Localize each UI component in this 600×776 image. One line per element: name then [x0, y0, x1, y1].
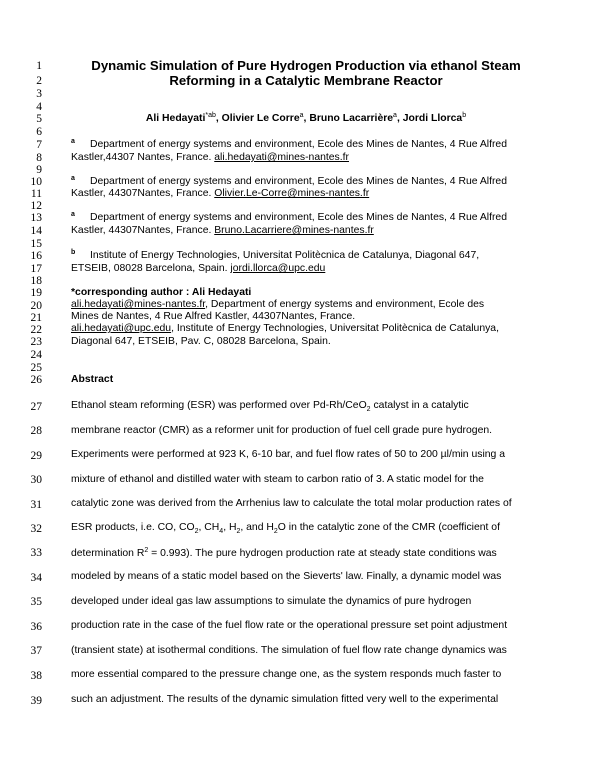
line-number: 10 — [30, 176, 42, 188]
subscript: 4 — [219, 528, 224, 536]
affiliation-address: Kastler,44307 Nantes, France. — [71, 152, 215, 163]
affiliation-line — [71, 262, 325, 275]
line-number: 11 — [30, 188, 42, 200]
line-number: 16 — [30, 250, 42, 262]
abstract-line — [71, 547, 497, 559]
line-number: 6 — [36, 126, 42, 138]
line-number: 9 — [36, 164, 42, 176]
line-number: 28 — [30, 425, 42, 437]
author-affiliation-mark: *ab — [205, 112, 216, 119]
abstract-line: (transient state) at isothermal conditions. The simulation of fuel flow rate change dynamics was — [71, 645, 507, 656]
line-number: 35 — [30, 596, 42, 608]
affiliation-address: Kastler, 44307Nantes, France. — [71, 188, 215, 199]
line-number: 31 — [30, 499, 42, 511]
affiliation-line: Institute of Energy Technologies, Universitat Politècnica de Catalunya, Diagonal 647, — [90, 250, 480, 261]
line-number: 7 — [36, 139, 42, 151]
text-run: Ethanol steam reforming (ESR) was performed over Pd-Rh/CeO — [71, 400, 367, 411]
line-number: 13 — [30, 212, 42, 224]
corresponding-author-label: *corresponding author : Ali Hedayati — [71, 287, 252, 298]
line-number: 34 — [30, 572, 42, 584]
affiliation-line: Department of energy systems and environment, Ecole des Mines de Nantes, 4 Rue Alfred — [90, 212, 507, 223]
email-link[interactable]: Bruno.Lacarriere@mines-nantes.fr — [214, 225, 374, 236]
line-number: 37 — [30, 645, 42, 657]
text-run: = 0.993). The pure hydrogen production rate at steady state conditions was — [148, 548, 497, 559]
corresponding-address: , Institute of Energy Technologies, Universitat Politècnica de Catalunya, — [171, 323, 499, 334]
author-separator: , — [396, 113, 403, 124]
abstract-line: modeled by means of a static model based on the Sieverts' law. Finally, a dynamic model was — [71, 571, 502, 582]
line-number: 5 — [36, 113, 42, 125]
line-number: 26 — [30, 374, 42, 386]
line-number: 22 — [30, 324, 42, 336]
text-run: catalyst in a catalytic — [370, 400, 469, 411]
line-number: 29 — [30, 450, 42, 462]
author-name: Olivier Le Corre — [221, 113, 300, 124]
line-number: 23 — [30, 336, 42, 348]
paper-title-line1: Dynamic Simulation of Pure Hydrogen Production via ethanol Steam — [91, 58, 521, 73]
line-number: 39 — [30, 695, 42, 707]
line-number: 4 — [36, 101, 42, 113]
abstract-line: Experiments were performed at 923 K, 6-10 bar, and fuel flow rates of 50 to 200 µl/min using a — [71, 449, 505, 460]
line-number: 30 — [30, 474, 42, 486]
line-number: 2 — [36, 75, 42, 87]
line-number: 20 — [30, 300, 42, 312]
abstract-line — [71, 400, 469, 413]
subscript: 2 — [194, 528, 199, 536]
corresponding-line — [71, 322, 499, 335]
text-run: , H — [223, 522, 237, 533]
author-affiliation-mark: b — [462, 112, 467, 119]
line-number: 38 — [30, 670, 42, 682]
corresponding-line: Mines de Nantes, 4 Rue Alfred Kastler, 44307Nantes, France. — [71, 311, 356, 322]
paper-title-line2: Reforming in a Catalytic Membrane Reactor — [169, 73, 443, 88]
superscript: 2 — [144, 547, 149, 554]
affiliation-line: Department of energy systems and environment, Ecole des Mines de Nantes, 4 Rue Alfred — [90, 139, 507, 150]
email-link[interactable]: ali.hedayati@mines-nantes.fr — [71, 299, 206, 310]
affiliation-address: Kastler, 44307Nantes, France. — [71, 225, 215, 236]
text-run: , and H — [240, 522, 274, 533]
author-separator: , — [303, 113, 310, 124]
corresponding-address: , Department of energy systems and environment, Ecole des — [205, 299, 485, 310]
line-number: 32 — [30, 523, 42, 535]
text-run: , CH — [198, 522, 220, 533]
author-name: Ali Hedayati — [145, 113, 206, 124]
author-affiliation-mark: a — [393, 112, 397, 119]
affiliation-address: ETSEIB, 08028 Barcelona, Spain. — [71, 263, 231, 274]
abstract-line: more essential compared to the pressure change one, as the system responds much faster to — [71, 669, 502, 680]
text-run: ESR products, i.e. CO, CO — [71, 522, 195, 533]
author-separator: , — [215, 113, 222, 124]
line-number: 25 — [30, 362, 42, 374]
affiliation-line — [71, 187, 369, 200]
subscript: 2 — [236, 528, 241, 536]
text-run: O in the catalytic zone of the CMR (coefficient of — [277, 522, 500, 533]
affiliation-line — [71, 224, 374, 237]
email-link[interactable]: jordi.llorca@upc.edu — [230, 263, 326, 274]
author-name: Jordi Llorca — [402, 113, 463, 124]
affiliation-mark: a — [71, 211, 75, 218]
line-number: 15 — [30, 238, 42, 250]
author-name: Bruno Lacarrière — [309, 113, 394, 124]
line-number: 18 — [30, 275, 42, 287]
affiliation-line — [71, 151, 349, 164]
abstract-line: developed under ideal gas law assumptions to simulate the dynamics of pure hydrogen — [71, 596, 472, 607]
affiliation-mark: a — [71, 175, 75, 182]
line-number: 21 — [30, 312, 42, 324]
abstract-line: such an adjustment. The results of the dynamic simulation fitted very well to the experimental — [71, 694, 499, 705]
abstract-line — [71, 522, 500, 535]
line-number: 3 — [36, 88, 42, 100]
email-link[interactable]: ali.hedayati@mines-nantes.fr — [214, 152, 349, 163]
affiliation-line: Department of energy systems and environment, Ecole des Mines de Nantes, 4 Rue Alfred — [90, 176, 507, 187]
abstract-heading: Abstract — [71, 374, 114, 385]
abstract-line: mixture of ethanol and distilled water with steam to carbon ratio of 3. A static model for the — [71, 474, 484, 485]
text-run: determination R — [71, 548, 145, 559]
email-link[interactable]: Olivier.Le-Corre@mines-nantes.fr — [214, 188, 370, 199]
line-number: 8 — [36, 152, 42, 164]
line-number: 24 — [30, 349, 42, 361]
subscript: 2 — [366, 406, 371, 414]
corresponding-line: Diagonal 647, ETSEIB, Pav. C, 08028 Barcelona, Spain. — [71, 336, 331, 347]
line-number: 17 — [30, 263, 42, 275]
author-list — [71, 112, 541, 124]
line-number: 27 — [30, 401, 42, 413]
subscript: 2 — [273, 528, 278, 536]
line-number: 36 — [30, 621, 42, 633]
line-number: 33 — [30, 547, 42, 559]
author-affiliation-mark: a — [299, 112, 304, 119]
line-number: 12 — [30, 200, 42, 212]
abstract-line: catalytic zone was derived from the Arrhenius law to calculate the total molar production rates of — [71, 498, 512, 509]
affiliation-mark: b — [71, 249, 76, 256]
line-number: 19 — [30, 287, 42, 299]
email-link[interactable]: ali.hedayati@upc.edu — [71, 323, 172, 334]
line-number: 1 — [36, 60, 42, 72]
affiliation-mark: a — [71, 138, 75, 145]
abstract-line: production rate in the case of the fuel flow rate or the operational pressure set point adjustment — [71, 620, 508, 631]
abstract-line: membrane reactor (CMR) as a reformer unit for production of fuel cell grade pure hydrogen. — [71, 425, 493, 436]
line-number: 14 — [30, 225, 42, 237]
